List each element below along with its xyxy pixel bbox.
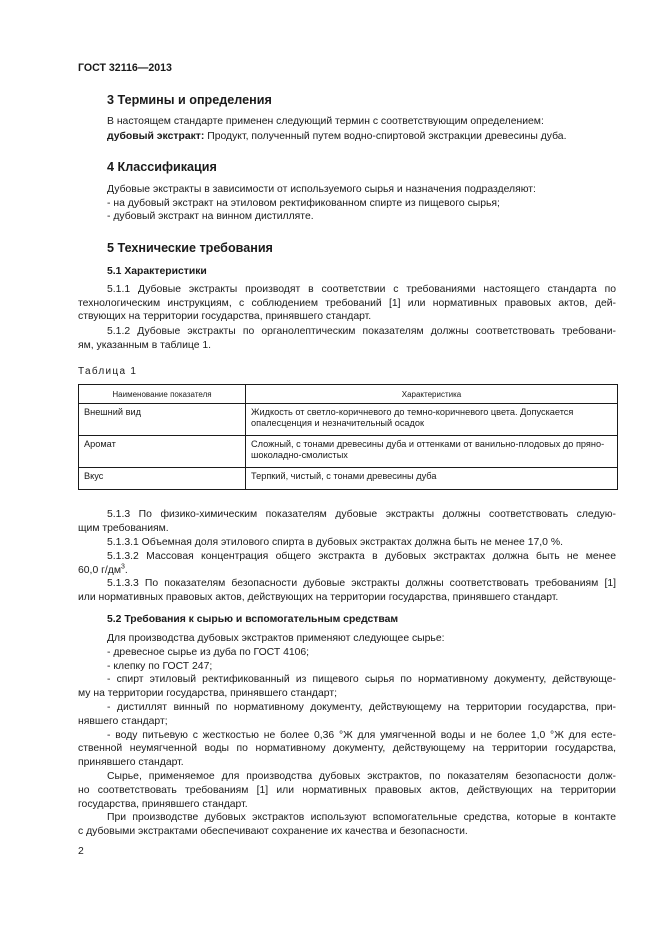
table-header-row <box>79 385 618 404</box>
list-item: - воду питьевую с жесткостью не более 0,36 °Ж для умягченной воды и не более 1,0 °Ж для есте- <box>107 730 616 741</box>
list-item: - дистиллят винный по нормативному документу, действующему на территории государства, при- <box>107 702 616 713</box>
section-3-heading: 3 Термины и определения <box>107 93 272 107</box>
paragraph-5-1-3-3-line: или нормативных правовых актов, действующих на территории государства, принявшего стандарт. <box>78 592 559 603</box>
column-header: Наименование показателя <box>79 385 246 404</box>
section-4-intro: Дубовые экстракты в зависимости от используемого сырья и назначения подразделяют: <box>107 184 536 195</box>
document-header: ГОСТ 32116—2013 <box>78 62 172 74</box>
list-item-continuation: му на территории государства, принявшего стандарт; <box>78 688 337 699</box>
safety-paragraph-line: Сырье, применяемое для производства дубовых экстрактов, по показателям безопасности долж- <box>107 771 616 782</box>
table-cell: Сложный, с тонами древесины дуба и оттенками от ванильно-плодовых до пряно-шоколадно-смолистых <box>246 436 618 468</box>
section-3-intro: В настоящем стандарте применен следующий термин с соответствующим определением: <box>107 116 544 127</box>
paragraph-5-1-1-line: ствующих на территории государства, принявшего стандарт. <box>78 311 372 322</box>
table-1 <box>78 384 618 490</box>
section-5-heading: 5 Технические требования <box>107 241 273 255</box>
paragraph-5-1-3-line: щим требованиям. <box>78 523 169 534</box>
column-header: Характеристика <box>246 385 618 404</box>
paragraph-5-1-2-line: ям, указанным в таблице 1. <box>78 340 212 351</box>
section-4-heading: 4 Классификация <box>107 160 217 174</box>
concentration-value: 60,0 г/дм <box>78 565 121 576</box>
list-item: - спирт этиловый ректификованный из пищевого сырья по нормативному документу, действующе- <box>107 674 616 685</box>
table-cell: Аромат <box>79 436 246 468</box>
paragraph-5-1-3-line: 5.1.3 По физико-химическим показателям дубовые экстракты должны соответствовать следую- <box>107 509 616 520</box>
paragraph-5-1-3-2-line <box>78 565 128 577</box>
subsection-5-1-heading: 5.1 Характеристики <box>107 266 207 277</box>
table-cell: Вкус <box>79 468 246 490</box>
list-item-continuation: ственной неумягченной воды по нормативному документу, действующему на территории государства, <box>78 743 616 754</box>
list-item: - на дубовый экстракт на этиловом ректификованном спирте из пищевого сырья; <box>107 198 500 209</box>
table-row <box>79 404 618 436</box>
list-item-continuation: принявшего стандарт. <box>78 757 184 768</box>
definition: Продукт, полученный путем водно-спиртовой экстракции древесины дуба. <box>207 131 567 142</box>
raw-materials-intro: Для производства дубовых экстрактов применяют следующее сырье: <box>107 633 445 644</box>
paragraph-5-1-3-3-line: 5.1.3.3 По показателям безопасности дубовые экстракты должны соответствовать требованиям [1] <box>107 578 616 589</box>
auxiliary-paragraph-line: При производстве дубовых экстрактов используют вспомогательные средства, которые в контакте <box>107 812 616 823</box>
table-cell: Терпкий, чистый, с тонами древесины дуба <box>246 468 618 490</box>
unit-exponent: 3 <box>121 563 125 571</box>
safety-paragraph-line: государства, принявшего стандарт. <box>78 799 248 810</box>
paragraph-5-1-1-line: 5.1.1 Дубовые экстракты производят в соответствии с требованиями настоящего стандарта по <box>107 284 616 295</box>
paragraph-5-1-3-2-line: 5.1.3.2 Массовая концентрация общего экстракта в дубовых экстрактах должна быть не менее <box>107 551 616 562</box>
table-row <box>79 436 618 468</box>
safety-paragraph-line: но соответствовать требованиям [1] или нормативных правовых актов, действующих на территории <box>78 785 616 796</box>
paragraph-5-1-3-1: 5.1.3.1 Объемная доля этилового спирта в дубовых экстрактах должна быть не менее 17,0 %. <box>107 537 563 548</box>
paragraph-5-1-2-line: 5.1.2 Дубовые экстракты по органолептическим показателям должны соответствовать требовани- <box>107 326 616 337</box>
paragraph-5-1-1-line: технологическим инструкциям, с соблюдением требований [1] или нормативных правовых актов, дей- <box>78 298 616 309</box>
table-row <box>79 468 618 490</box>
table-cell: Внешний вид <box>79 404 246 436</box>
table-caption: Таблица 1 <box>78 366 138 377</box>
subsection-5-2-heading: 5.2 Требования к сырью и вспомогательным средствам <box>107 614 399 625</box>
page-number: 2 <box>78 846 84 857</box>
list-item: - древесное сырье из дуба по ГОСТ 4106; <box>107 647 310 658</box>
table-cell: Жидкость от светло-коричневого до темно-коричневого цвета. Допускается опалесценция и незначительный осадок <box>246 404 618 436</box>
list-item-continuation: нявшего стандарт; <box>78 716 168 727</box>
list-item: - клепку по ГОСТ 247; <box>107 661 213 672</box>
auxiliary-paragraph-line: с дубовыми экстрактами обеспечивают сохранение их качества и безопасности. <box>78 826 468 837</box>
list-item: - дубовый экстракт на винном дистилляте. <box>107 211 314 222</box>
term-definition <box>107 131 566 143</box>
term: дубовый экстракт: <box>107 131 205 142</box>
sentence-end: . <box>124 565 128 576</box>
